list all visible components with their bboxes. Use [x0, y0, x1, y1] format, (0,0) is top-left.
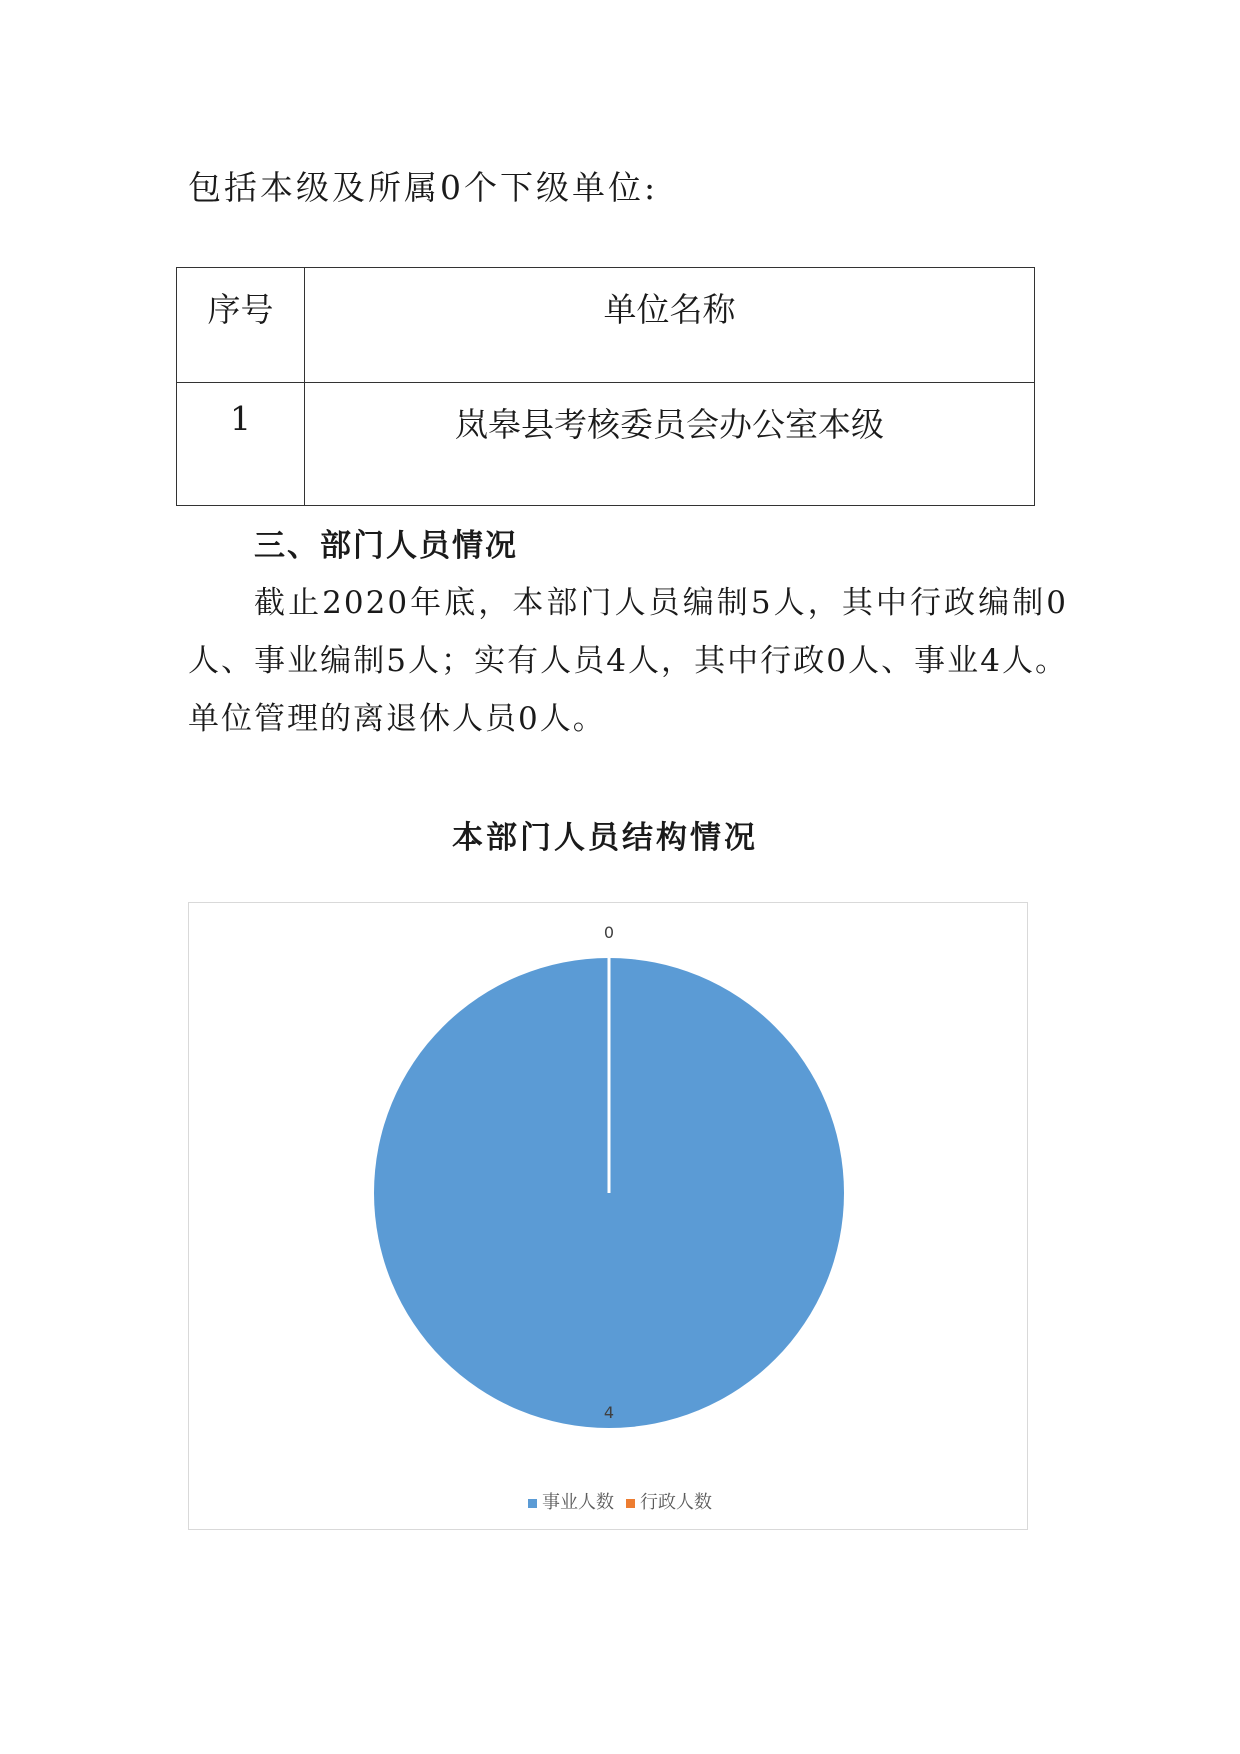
chart-area [188, 902, 1028, 1530]
legend-swatch-2 [626, 1499, 635, 1508]
section-heading: 三、部门人员情况 [254, 528, 518, 564]
row-serial-number: 1 [177, 383, 305, 506]
chart-title: 本部门人员结构情况 [452, 820, 758, 856]
legend-label-1: 事业人数 [542, 1492, 614, 1513]
table-header-row [177, 268, 1035, 383]
legend-item-1 [528, 1488, 614, 1514]
header-unit-name: 单位名称 [305, 268, 1035, 383]
legend-swatch-1 [528, 1499, 537, 1508]
header-serial-number: 序号 [177, 268, 305, 383]
chart-legend [0, 1488, 1240, 1514]
intro-text: 包括本级及所属0个下级单位: [188, 168, 659, 207]
staffing-paragraph: 截止2020年底，本部门人员编制5人，其中行政编制0人、事业编制5人；实有人员4人，其中行政0人、事业4人。单位管理的离退休人员0人。 [188, 585, 1068, 737]
data-label-1: 4 [603, 1403, 615, 1422]
data-label-2: 0 [603, 923, 615, 942]
units-table [176, 267, 1035, 506]
legend-item-2 [626, 1488, 712, 1514]
table-row [177, 383, 1035, 506]
legend-label-2: 行政人数 [640, 1492, 712, 1513]
row-unit-name: 岚皋县考核委员会办公室本级 [305, 383, 1035, 506]
pie-chart [189, 903, 1029, 1531]
